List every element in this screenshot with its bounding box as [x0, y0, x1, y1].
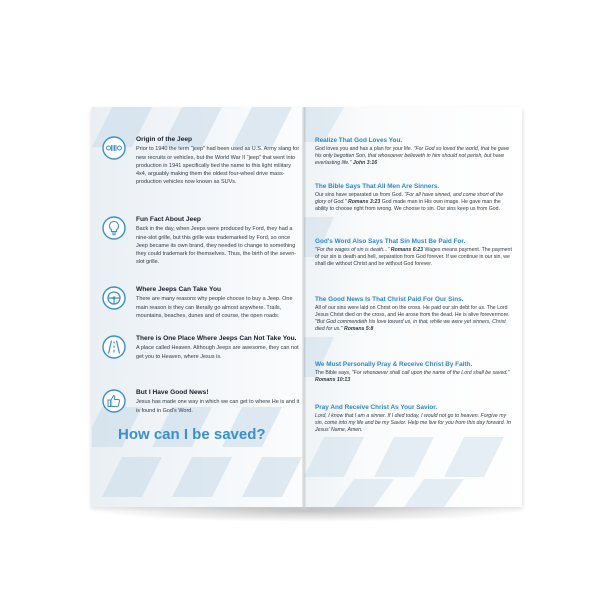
- scripture-reference: John 3:16: [352, 160, 378, 167]
- right-section-body: [315, 192, 515, 213]
- right-section-body: [315, 370, 515, 384]
- scripture-reference: Romans 5:8: [343, 325, 374, 332]
- right-section-title: We Must Personally Pray & Receive Christ By Faith.: [315, 361, 473, 368]
- center-fold: [302, 107, 306, 507]
- how-can-i-be-saved-heading: How can I be saved?: [118, 426, 266, 443]
- scripture-quote: "For the wages of sin is death...": [315, 247, 391, 254]
- section-title: Where Jeeps Can Take You: [136, 286, 222, 293]
- scripture-quote: "But God commendeth his love toward us, in that, while we were yet sinners, Christ died for us.": [315, 319, 506, 332]
- body-text: Our sins have separated us from God.: [315, 192, 405, 199]
- road-icon: [102, 335, 126, 359]
- right-section-title: The Good News Is That Christ Paid For Our Sins.: [315, 296, 464, 303]
- right-section-title: Realize That God Loves You.: [315, 137, 403, 144]
- body-text: God made man in His own image. He gave man the ability to choose right from wrong. We choose to sin. Our sins keep us from God.: [315, 199, 501, 213]
- body-text: God loves you and has a plan for your life.: [315, 146, 414, 153]
- scripture-quote: Lord, I know that I am a sinner. If I died today, I would not go to heaven. Forgive my sin, come into my life and be my Savior. Help me live for you from this day forward. In Jesus' Name, Amen.: [315, 413, 511, 434]
- right-section-christ-paid: [315, 296, 515, 333]
- right-section-sin-must-be-paid: [315, 238, 515, 268]
- scripture-reference: Romans 6:23: [390, 247, 424, 254]
- right-section-title: The Bible Says That All Men Are Sinners.: [315, 183, 440, 190]
- body-text: Wages means payment. The payment of our sin is death and hell, separation from God forever. If we continue in our sin, we shall die without Christ and be without God forever.: [315, 247, 512, 268]
- right-section-body: [315, 247, 515, 268]
- section-body: A place called Heaven. Although Jeeps are awesome, they can not get you to Heaven, where Jesus is.: [136, 345, 299, 360]
- body-text: The Bible says,: [315, 370, 352, 377]
- scripture-reference: Romans 3:23: [347, 199, 381, 206]
- right-section-body: [315, 305, 515, 333]
- section-title: There is One Place Where Jeeps Can Not Take You.: [136, 335, 297, 342]
- section-body: Jesus has made one way in which we can get to where He is and it is found in God's Word.: [136, 399, 300, 414]
- section-title: Fun Fact About Jeep: [136, 216, 201, 223]
- right-section-body: [315, 413, 515, 434]
- scripture-quote: "For whosoever shall call upon the name of the Lord shall be saved.": [351, 370, 510, 377]
- right-section-god-loves-you: [315, 137, 515, 167]
- right-section-prayer: [315, 404, 515, 434]
- section-body: Prior to 1940 the term "jeep" had been used as U.S. Army slang for new recruits or vehicles, but the World War II "jeep" that went into production in 1941 specifically tied the name to this light military 4x4, arguably making them the oldest four-wheel drive mass-production vehicles now known as SUVs.: [136, 146, 300, 186]
- right-section-body: [315, 146, 515, 167]
- thumbs-up-icon: [102, 389, 126, 413]
- right-section-all-men-sinners: [315, 183, 515, 213]
- right-section-pray-receive: [315, 361, 515, 384]
- jeep-grille-icon: [102, 136, 126, 160]
- scripture-quote: "For God so loved the world, that he gave his only begotten Son, that whosoever believeth in him should not perish, but have everlasting life.": [315, 146, 510, 167]
- right-section-title: God's Word Also Says That Sin Must Be Paid For.: [315, 238, 466, 245]
- right-section-title: Pray And Receive Christ As Your Savior.: [315, 404, 438, 411]
- scripture-reference: Romans 10:13: [315, 377, 351, 384]
- body-text: All of our sins were laid on Christ on the cross. He paid our sin debt for us. The Lord Jesus Christ died on the cross, and He arose from the dead. He is alive forevermore.: [315, 305, 510, 319]
- scripture-quote: "For all have sinned, and come short of the glory of God.": [315, 192, 504, 206]
- section-body: Back in the day, when Jeeps were produced by Ford, they had a nine-slot grille, but this grille was trademarked by Ford, so once Jeep became its own brand, they needed to change to something they could trademark for themselves. Thus, the birth of the seven-slot grille.: [136, 226, 297, 266]
- steering-wheel-icon: [102, 286, 126, 310]
- section-title: Origin of the Jeep: [136, 136, 193, 143]
- section-body: There are many reasons why people choose to buy a Jeep. One main reason is they can literally go almost anywhere. Trails, mountains, beaches, dunes and of course, the open roads.: [136, 296, 293, 319]
- section-title: But I Have Good News!: [136, 389, 209, 396]
- lightbulb-icon: [102, 216, 126, 240]
